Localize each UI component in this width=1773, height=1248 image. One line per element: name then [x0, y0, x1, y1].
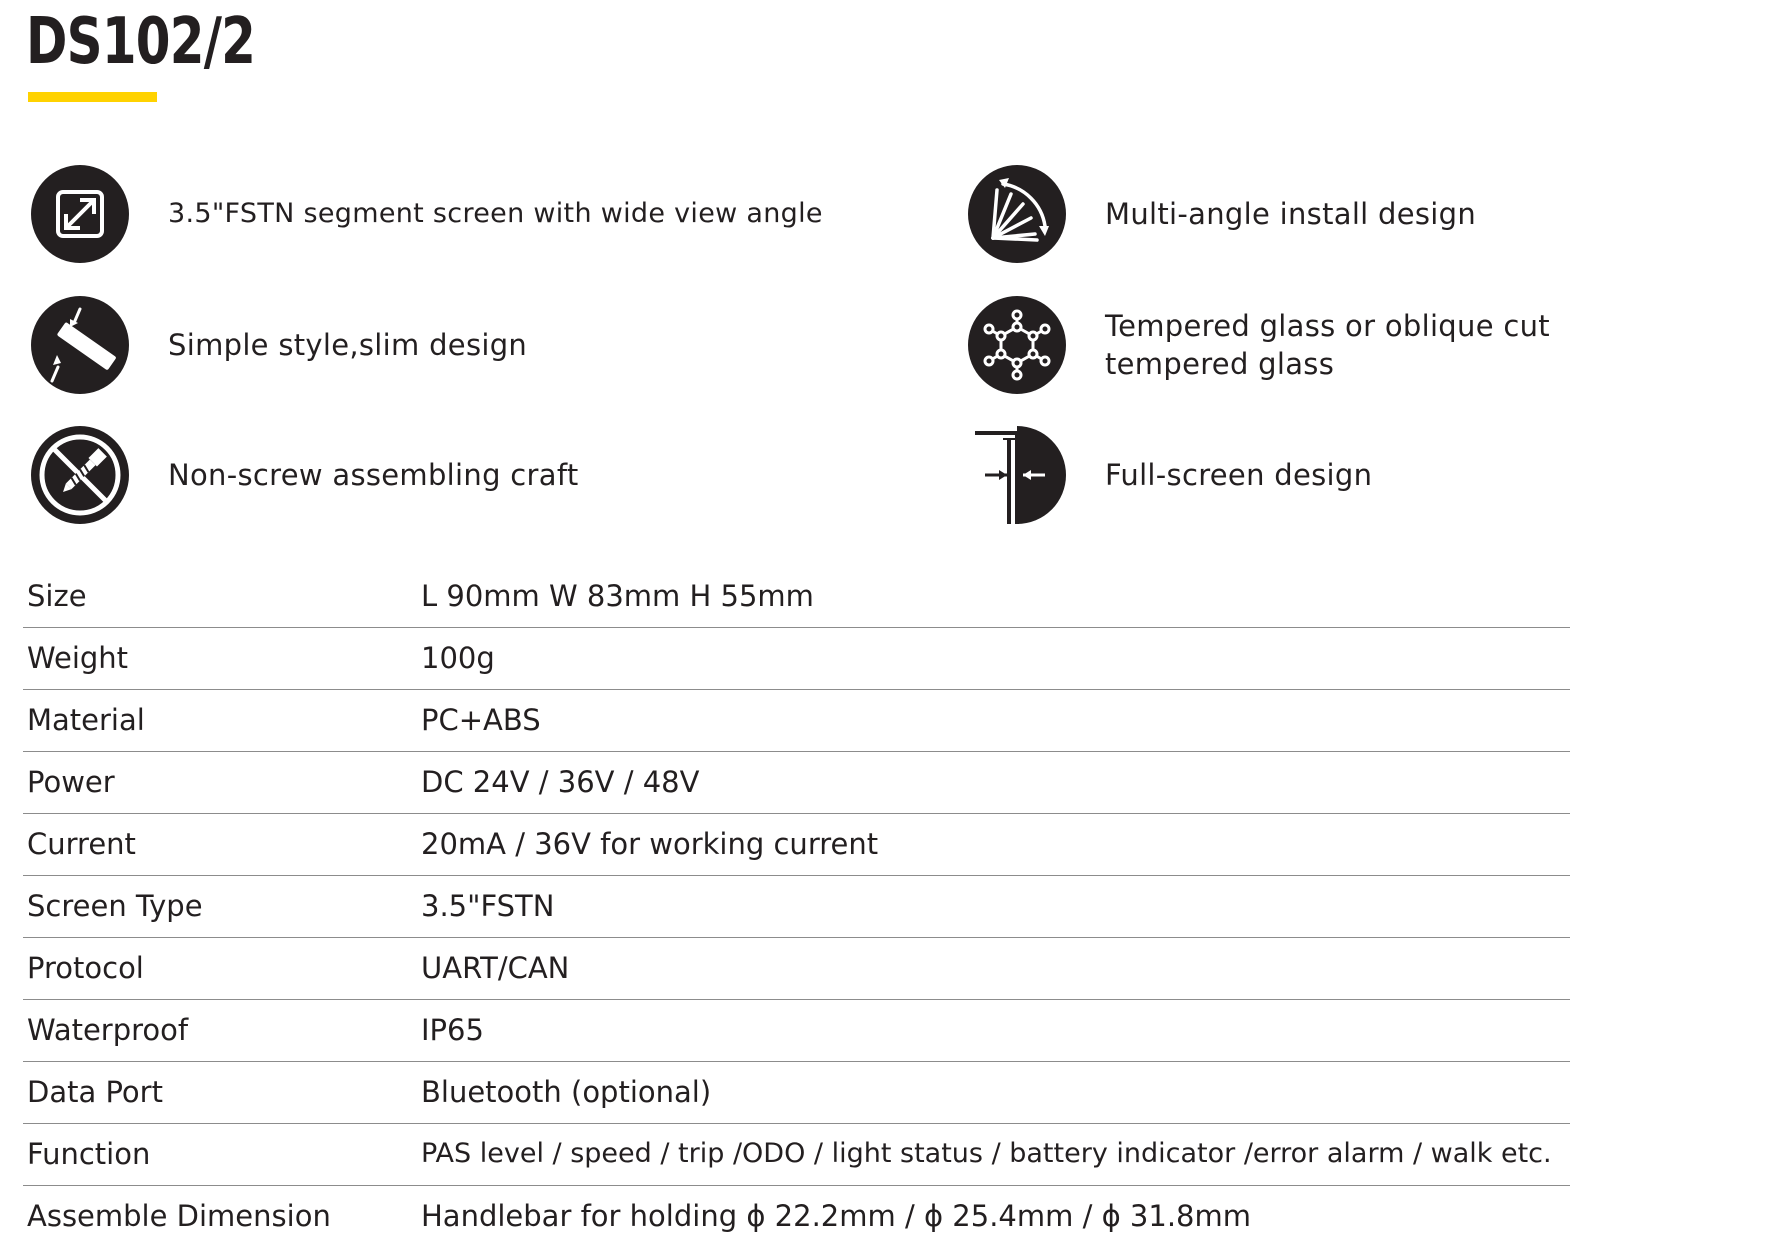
spec-value: 20mA / 36V for working current	[421, 827, 879, 861]
title-accent-bar	[28, 92, 157, 102]
feature-text: Multi-angle install design	[1105, 197, 1477, 231]
feature-item	[967, 425, 1667, 525]
feature-item	[30, 425, 930, 525]
product-title: DS102/2	[26, 5, 256, 79]
spec-row-protocol	[23, 938, 1570, 1000]
spec-row-assemble-dimension	[23, 1186, 1570, 1248]
spec-value: IP65	[421, 1013, 484, 1047]
feature-text: Non-screw assembling craft	[168, 458, 579, 492]
spec-row-material	[23, 690, 1570, 752]
spec-row-size	[23, 566, 1570, 628]
spec-row-waterproof	[23, 1000, 1570, 1062]
spec-value: Handlebar for holding ϕ 22.2mm / ϕ 25.4mm / ϕ 31.8mm	[421, 1199, 1251, 1233]
spec-label: Protocol	[27, 951, 144, 985]
slim-design-icon	[30, 295, 130, 395]
spec-label: Data Port	[27, 1075, 163, 1109]
spec-row-screen-type	[23, 876, 1570, 938]
spec-label: Function	[27, 1137, 151, 1171]
spec-label: Current	[27, 827, 136, 861]
spec-row-weight	[23, 628, 1570, 690]
spec-row-power	[23, 752, 1570, 814]
spec-label: Material	[27, 703, 145, 737]
hexagon-molecule-icon	[967, 295, 1067, 395]
feature-text: Simple style,slim design	[168, 328, 528, 362]
spec-value: UART/CAN	[421, 951, 570, 985]
spec-value: Bluetooth (optional)	[421, 1075, 712, 1109]
spec-label: Size	[27, 579, 87, 613]
spec-value: L 90mm W 83mm H 55mm	[421, 579, 814, 613]
full-screen-icon	[967, 425, 1067, 525]
spec-value: PC+ABS	[421, 703, 541, 737]
feature-item	[967, 295, 1667, 395]
spec-label: Screen Type	[27, 889, 203, 923]
multi-angle-icon	[967, 164, 1067, 264]
no-screw-icon	[30, 425, 130, 525]
feature-text: Tempered glass or oblique cut tempered glass	[1105, 309, 1550, 381]
spec-label: Waterproof	[27, 1013, 189, 1047]
spec-value: DC 24V / 36V / 48V	[421, 765, 700, 799]
spec-label: Weight	[27, 641, 129, 675]
spec-row-function	[23, 1124, 1570, 1186]
feature-text: 3.5"FSTN segment screen with wide view angle	[168, 198, 823, 229]
spec-table	[23, 566, 1570, 1248]
spec-value: 100g	[421, 641, 495, 675]
feature-text: Full-screen design	[1105, 458, 1373, 492]
spec-label: Assemble Dimension	[27, 1199, 331, 1233]
spec-label: Power	[27, 765, 115, 799]
feature-item	[30, 295, 930, 395]
feature-item	[30, 164, 930, 264]
spec-value: PAS level / speed / trip /ODO / light status / battery indicator /error alarm / walk etc.	[421, 1138, 1552, 1169]
expand-arrows-icon	[30, 164, 130, 264]
spec-row-current	[23, 814, 1570, 876]
feature-item	[967, 164, 1667, 264]
spec-row-data-port	[23, 1062, 1570, 1124]
spec-value: 3.5"FSTN	[421, 889, 555, 923]
